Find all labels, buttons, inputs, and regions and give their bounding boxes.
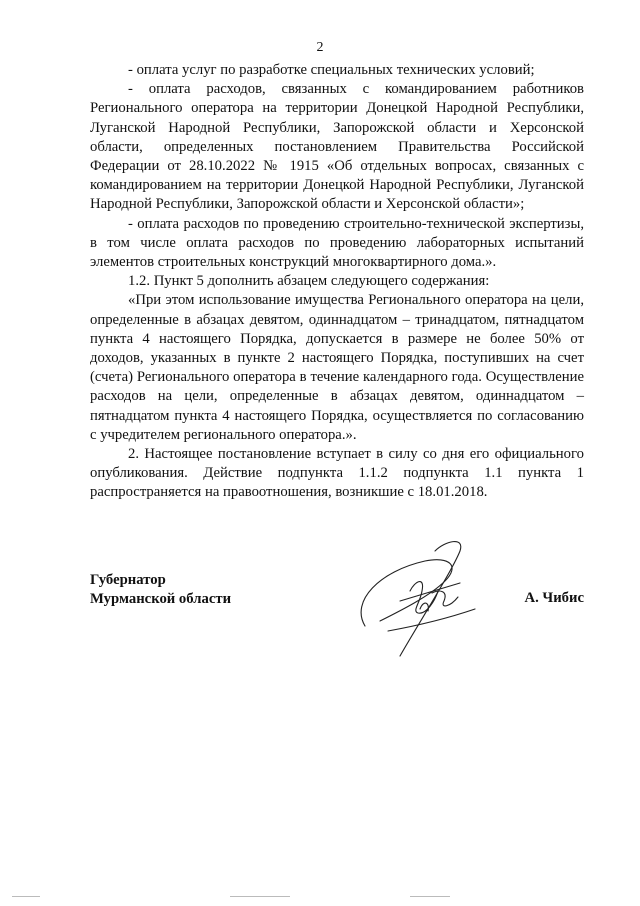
signatory-position: Губернатор [90, 572, 166, 588]
signatory-region: Мурманской области [90, 591, 232, 607]
signature-block [90, 571, 584, 661]
scan-mark [230, 896, 290, 897]
document-body [90, 61, 584, 503]
scan-mark [12, 896, 40, 897]
scan-edge-marks [0, 890, 640, 906]
paragraph-1: - оплата услуг по разработке специальных технических условий; [128, 62, 535, 78]
paragraph-2: - оплата расходов, связанных с командированием работников Регионального оператора на территории Донецкой Народной Республики, Луганской Народной Республики, Запорожской области и Херсонской области, определенных постановлением Правительства Российской Федерации от 28.10.2022 № 1915 «Об отдельных вопросах, связанных с командированием на территории Донецкой Народной Республики, Луганской Народной Республики, Запорожской области и Херсонской области»; [90, 81, 584, 213]
scan-mark [410, 896, 450, 897]
paragraph-6: 2. Настоящее постановление вступает в силу со дня его официального опубликования. Действие подпункта 1.1.2 подпункта 1.1 пункта 1 распространяется на правоотношения, возникшие с 18.01.2018. [90, 446, 584, 501]
page-number: 2 [316, 40, 324, 55]
paragraph-3: - оплата расходов по проведению строительно-технической экспертизы, в том числе оплата расходов по проведению лабораторных испытаний элементов строительных конструкций многоквартирного дома.». [90, 215, 584, 271]
handwritten-signature [340, 531, 490, 661]
paragraph-4: 1.2. Пункт 5 дополнить абзацем следующего содержания: [128, 273, 490, 290]
signatory-name: А. Чибис [524, 590, 584, 606]
paragraph-5: «При этом использование имущества Регионального оператора на цели, определенные в абзацах девятом, одиннадцатом – тринадцатом, пятнадцатом пункта 4 настоящего Порядка, допускается в размере не более 50% от доходов, указанных в пункте 2 настоящего Порядка, поступивших на счет (счета) Регионального оператора в течение календарного года. Осуществление расходов на цели, определенные в абзацах девятом, одиннадцатом – пятнадцатом пункта 4 настоящего Порядка, осуществляется по согласованию с учредителем регионального оператора.». [90, 292, 584, 443]
signatory-title [90, 571, 231, 609]
